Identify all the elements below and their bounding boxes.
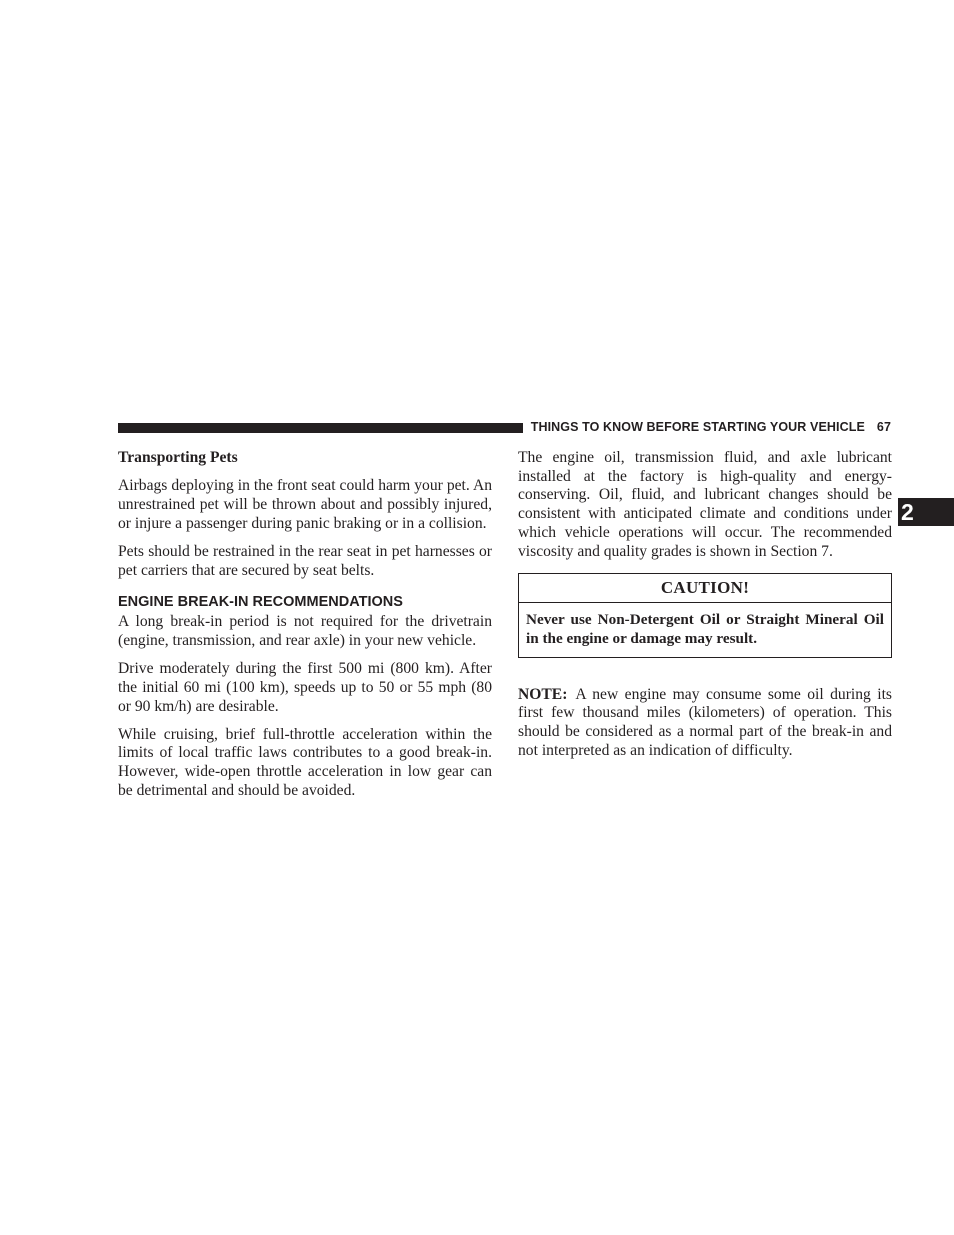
note-label: NOTE:	[518, 685, 568, 703]
subheading-transporting-pets: Transporting Pets	[118, 449, 238, 466]
caution-box	[518, 573, 892, 657]
running-header	[531, 420, 891, 434]
note-paragraph	[518, 686, 892, 761]
header-title: THINGS TO KNOW BEFORE STARTING YOUR VEHICLE	[530, 420, 865, 434]
paragraph-drive-moderately: Drive moderately during the first 500 mi (800 km). After the initial 60 mi (100 km), speeds up to 50 or 55 mph (80 or 90 km/h) are desirable.	[118, 660, 492, 715]
caution-title: CAUTION!	[519, 574, 891, 603]
paragraph-pets-restrained: Pets should be restrained in the rear seat in pet harnesses or pet carriers that are secured by seat belts.	[118, 542, 492, 579]
paragraph-break-in-period: A long break-in period is not required for the drivetrain (engine, transmission, and rear axle) in your new vehicle.	[118, 613, 492, 649]
paragraph-engine-oil: The engine oil, transmission fluid, and axle lubricant installed at the factory is high-quality and energy-conserving. Oil, fluid, and lubricant changes should be consistent with anticipated climate and conditions under which vehicle operations will occur. The recommended viscosity and quality grades is shown in Section 7.	[518, 449, 892, 560]
paragraph-cruising: While cruising, brief full-throttle acceleration within the limits of local traffic laws contributes to a good break-in. However, wide-open throttle acceleration in low gear can be detrimental and should be avoided.	[118, 725, 492, 799]
note-text: A new engine may consume some oil during its first few thousand miles (kilometers) of operation. This should be considered as a normal part of the break-in and not interpreted as an indication of difficulty.	[518, 685, 892, 759]
section-tab: 2	[898, 498, 954, 526]
right-column	[518, 449, 892, 770]
paragraph-airbags-pets: Airbags deploying in the front seat could harm your pet. An unrestrained pet will be thrown about and possibly injured, or injure a passenger during panic braking or in a collision.	[118, 477, 492, 532]
left-column	[118, 449, 492, 810]
section-heading-break-in: ENGINE BREAK-IN RECOMMENDATIONS	[118, 594, 403, 611]
page-number: 67	[876, 420, 891, 434]
caution-text: Never use Non-Detergent Oil or Straight Mineral Oil in the engine or damage may result.	[526, 611, 884, 647]
header-rule	[118, 423, 523, 433]
